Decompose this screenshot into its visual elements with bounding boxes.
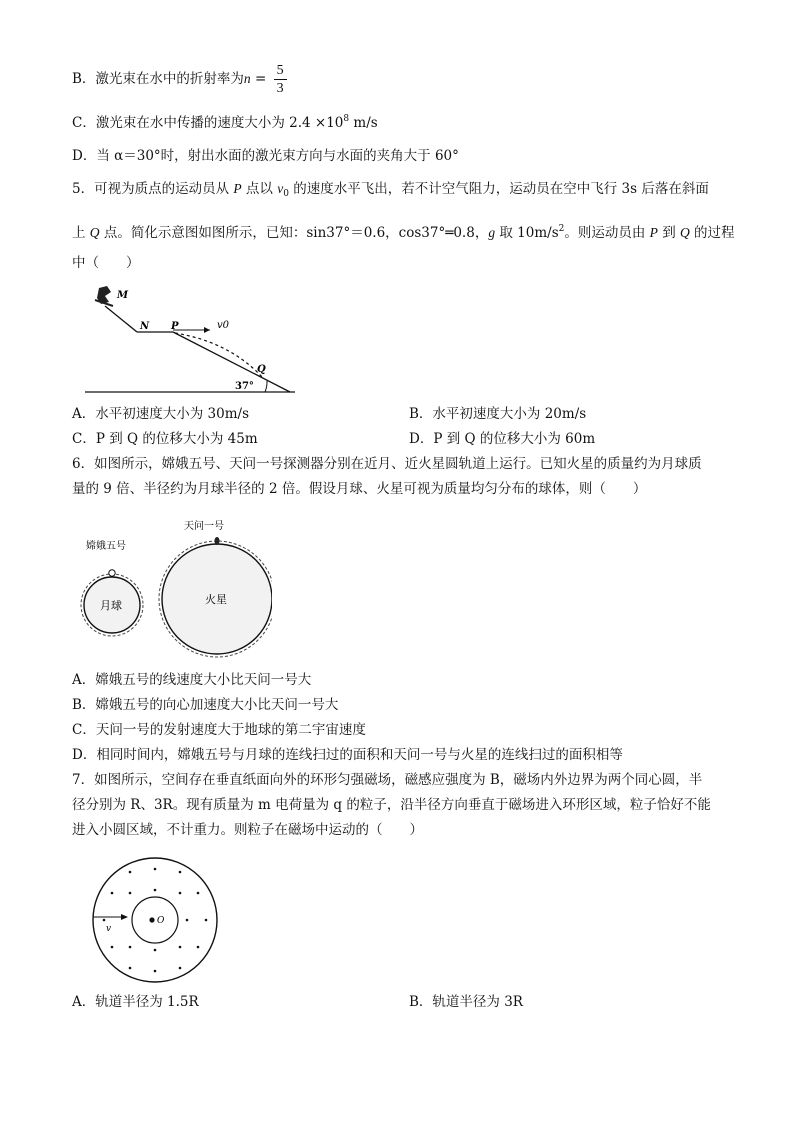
q6-option-d: D．相同时间内，嫦娥五号与月球的连线扫过的面积和天问一号与火星的连线扫过的面积相等 <box>72 747 623 763</box>
q7-option-b: B．轨道半径为 3R <box>409 994 523 1010</box>
label-change5: 嫦娥五号 <box>86 541 126 552</box>
label-moon: 月球 <box>100 599 122 612</box>
label-o: O <box>157 916 165 926</box>
q6-option-b: B．嫦娥五号的向心加速度大小比天问一号大 <box>72 697 339 713</box>
q5-option-d: D．P 到 Q 的位移大小为 60m <box>409 431 596 447</box>
q4-option-d: D．当 α＝30°时，射出水面的激光束方向与水面的夹角大于 60° <box>72 148 459 164</box>
q6-stem-line1: 6．如图所示，嫦娥五号、天问一号探测器分别在近月、近火星圆轨道上运行。已知火星的质量约为月球质 <box>72 456 702 472</box>
inner-circle <box>132 897 178 943</box>
incline-line <box>173 332 290 392</box>
outer-circle <box>93 858 217 982</box>
q5-option-b: B．水平初速度大小为 20m/s <box>409 406 587 422</box>
q6-option-c: C．天问一号的发射速度大于地球的第二宇宙速度 <box>72 722 366 738</box>
label-angle: 37° <box>235 381 254 392</box>
q5-option-c: C．P 到 Q 的位移大小为 45m <box>72 431 258 447</box>
center-point <box>149 917 154 922</box>
q6-stem-line2: 量的 9 倍、半径约为月球半径的 2 倍。假设月球、火星可视为质量均匀分布的球体，则（ ） <box>72 481 647 497</box>
q5-option-a: A．水平初速度大小为 30m/s <box>72 406 249 422</box>
label-tianwen1: 天问一号 <box>184 521 224 532</box>
field-dots <box>103 868 208 973</box>
arrow-head-icon <box>204 327 210 333</box>
arrow-head-icon <box>121 914 128 920</box>
tianwen1-probe-icon <box>215 537 220 545</box>
q5-stem-line2: 上 Q 点。简化示意图如图所示，已知：sin37°＝0.6，cos37°═0.8，g 取 $10m/s^2$。则运动员由 P 到 Q 的过程 <box>72 224 735 241</box>
label-q: Q <box>257 364 266 375</box>
angle-arc <box>265 381 267 392</box>
label-v0: v0 <box>217 320 230 331</box>
q6-orbit-figure <box>72 515 272 665</box>
q7-magnetic-field-figure <box>90 855 220 985</box>
q5-stem-line3: 中（ ） <box>72 255 140 271</box>
q4-option-b: B．激光束在水中的折射率为n = $\frac{5}{3}$ <box>72 62 287 97</box>
q4-option-c: C．激光束在水中传播的速度大小为 $2.4 \times 10^8$ m/s <box>72 114 378 131</box>
ramp-line <box>105 306 137 332</box>
q7-stem-line1: 7．如图所示，空间存在垂直纸面向外的环形匀强磁场，磁感应强度为 B，磁场内外边界为两个同心圆，半 <box>72 772 703 788</box>
q7-stem-line2: 径分别为 R、3R。现有质量为 m 电荷量为 q 的粒子，沿半径方向垂直于磁场进入环形区域，粒子恰好不能 <box>72 797 711 813</box>
q7-option-a: A．轨道半径为 1.5R <box>72 994 199 1010</box>
q6-option-a: A．嫦娥五号的线速度大小比天问一号大 <box>72 672 312 688</box>
skier-icon <box>95 286 113 306</box>
q5-stem-line1: 5．可视为质点的运动员从 P 点以 $v_0$ 的速度水平飞出，若不计空气阻力，运动员在空中飞行 3s 后落在斜面 <box>72 181 709 199</box>
label-mars: 火星 <box>205 593 227 606</box>
q5-ski-slope-figure <box>85 282 300 397</box>
q7-stem-line3: 进入小圆区域，不计重力。则粒子在磁场中运动的（ ） <box>72 822 423 838</box>
fraction: $\frac{5}{3}$ <box>274 62 287 97</box>
label-m: M <box>117 290 129 301</box>
label-v: v <box>106 924 112 934</box>
change5-probe-icon <box>109 570 115 576</box>
label-p: P <box>171 321 179 332</box>
label-n: N <box>140 321 150 332</box>
